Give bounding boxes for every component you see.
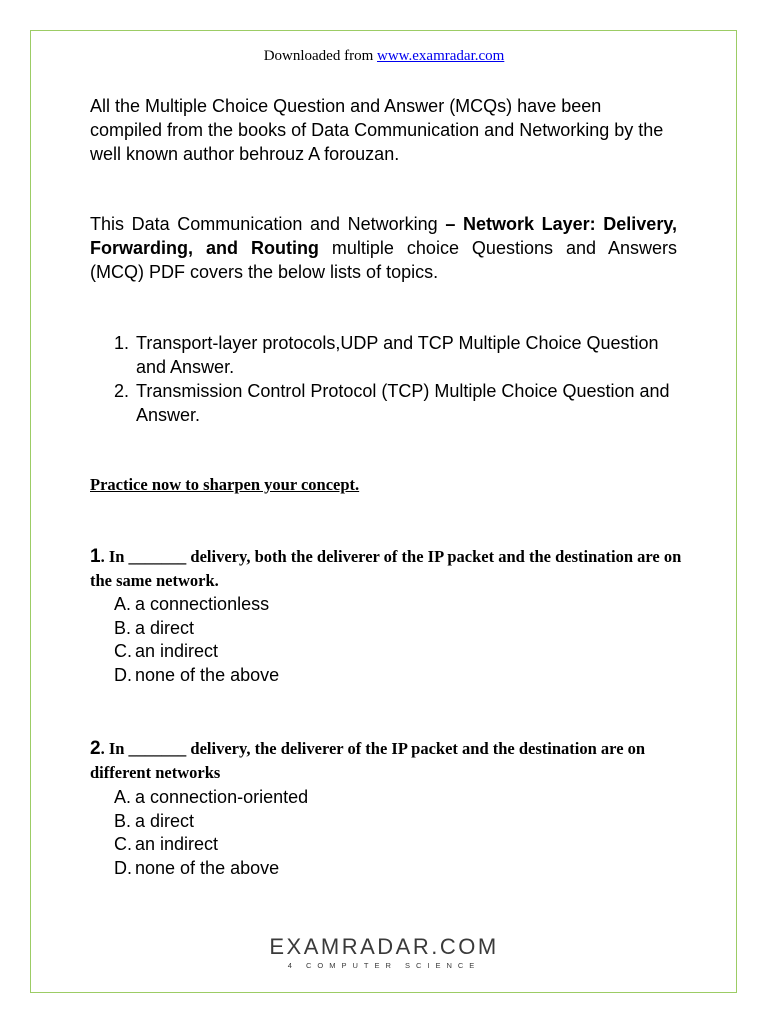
practice-heading: Practice now to sharpen your concept. xyxy=(90,475,360,494)
question-text: . In _______ delivery, both the deliverer of the IP packet and the destination are on the same network. xyxy=(90,547,682,590)
logo-tagline: 4 COMPUTER SCIENCE xyxy=(287,961,481,970)
option-letter: C. xyxy=(114,834,132,854)
question-1 xyxy=(90,545,690,593)
question-2 xyxy=(90,737,690,785)
question-text: . In _______ delivery, the deliverer of the IP packet and the destination are on different networks xyxy=(90,739,646,782)
intro-paragraph-1: All the Multiple Choice Question and Answer (MCQs) have been compiled from the books of Data Communication and Networking by the well known author behrouz A forouzan. xyxy=(90,96,664,164)
option-letter: A. xyxy=(114,594,132,614)
topic-item xyxy=(90,331,677,379)
option-letter: B. xyxy=(114,617,132,638)
option-text: an indirect xyxy=(135,641,219,661)
examradar-logo xyxy=(0,934,768,970)
option-item xyxy=(90,640,677,664)
option-letter: D. xyxy=(114,857,132,878)
option-item xyxy=(90,833,677,857)
header-prefix: Downloaded from xyxy=(263,48,377,64)
question-number: 2 xyxy=(90,738,101,759)
question-1-options xyxy=(90,593,677,687)
intro-paragraph-2-topic: – Network Layer: Delivery, Forwarding, and Routing xyxy=(90,214,677,258)
topic-list xyxy=(90,331,677,427)
option-item xyxy=(90,617,677,641)
option-letter: D. xyxy=(114,664,132,685)
option-letter: C. xyxy=(114,641,132,661)
option-text: none of the above xyxy=(135,664,280,685)
intro-paragraph-2-end: multiple choice Questions and Answers (MCQ) PDF covers the below lists of topics. xyxy=(90,238,677,282)
option-letter: B. xyxy=(114,810,132,831)
intro-paragraph-2-start: This Data Communication and Networking xyxy=(90,214,446,234)
question-2-options xyxy=(90,786,677,880)
option-text: a connectionless xyxy=(135,594,270,614)
topic-number: 1. xyxy=(114,333,130,353)
topic-text: Transmission Control Protocol (TCP) Multiple Choice Question and Answer. xyxy=(136,381,670,425)
question-number: 1 xyxy=(90,546,101,567)
option-text: a direct xyxy=(135,617,195,638)
topic-text: Transport-layer protocols,UDP and TCP Multiple Choice Question and Answer. xyxy=(136,333,659,377)
option-text: a connection-oriented xyxy=(135,787,309,807)
download-header xyxy=(0,48,768,65)
option-item xyxy=(90,786,677,810)
option-text: a direct xyxy=(135,810,195,831)
option-text: an indirect xyxy=(135,834,219,854)
option-item xyxy=(90,857,677,881)
option-letter: A. xyxy=(114,787,132,807)
option-text: none of the above xyxy=(135,857,280,878)
examradar-link[interactable]: www.examradar.com xyxy=(377,48,505,64)
option-item xyxy=(90,664,677,688)
option-item xyxy=(90,810,677,834)
option-item xyxy=(90,593,677,617)
topic-number: 2. xyxy=(114,381,130,401)
logo-wordmark: EXAMRADAR.COM xyxy=(269,934,499,959)
topic-item xyxy=(90,379,677,427)
intro-paragraph-2 xyxy=(90,212,677,284)
